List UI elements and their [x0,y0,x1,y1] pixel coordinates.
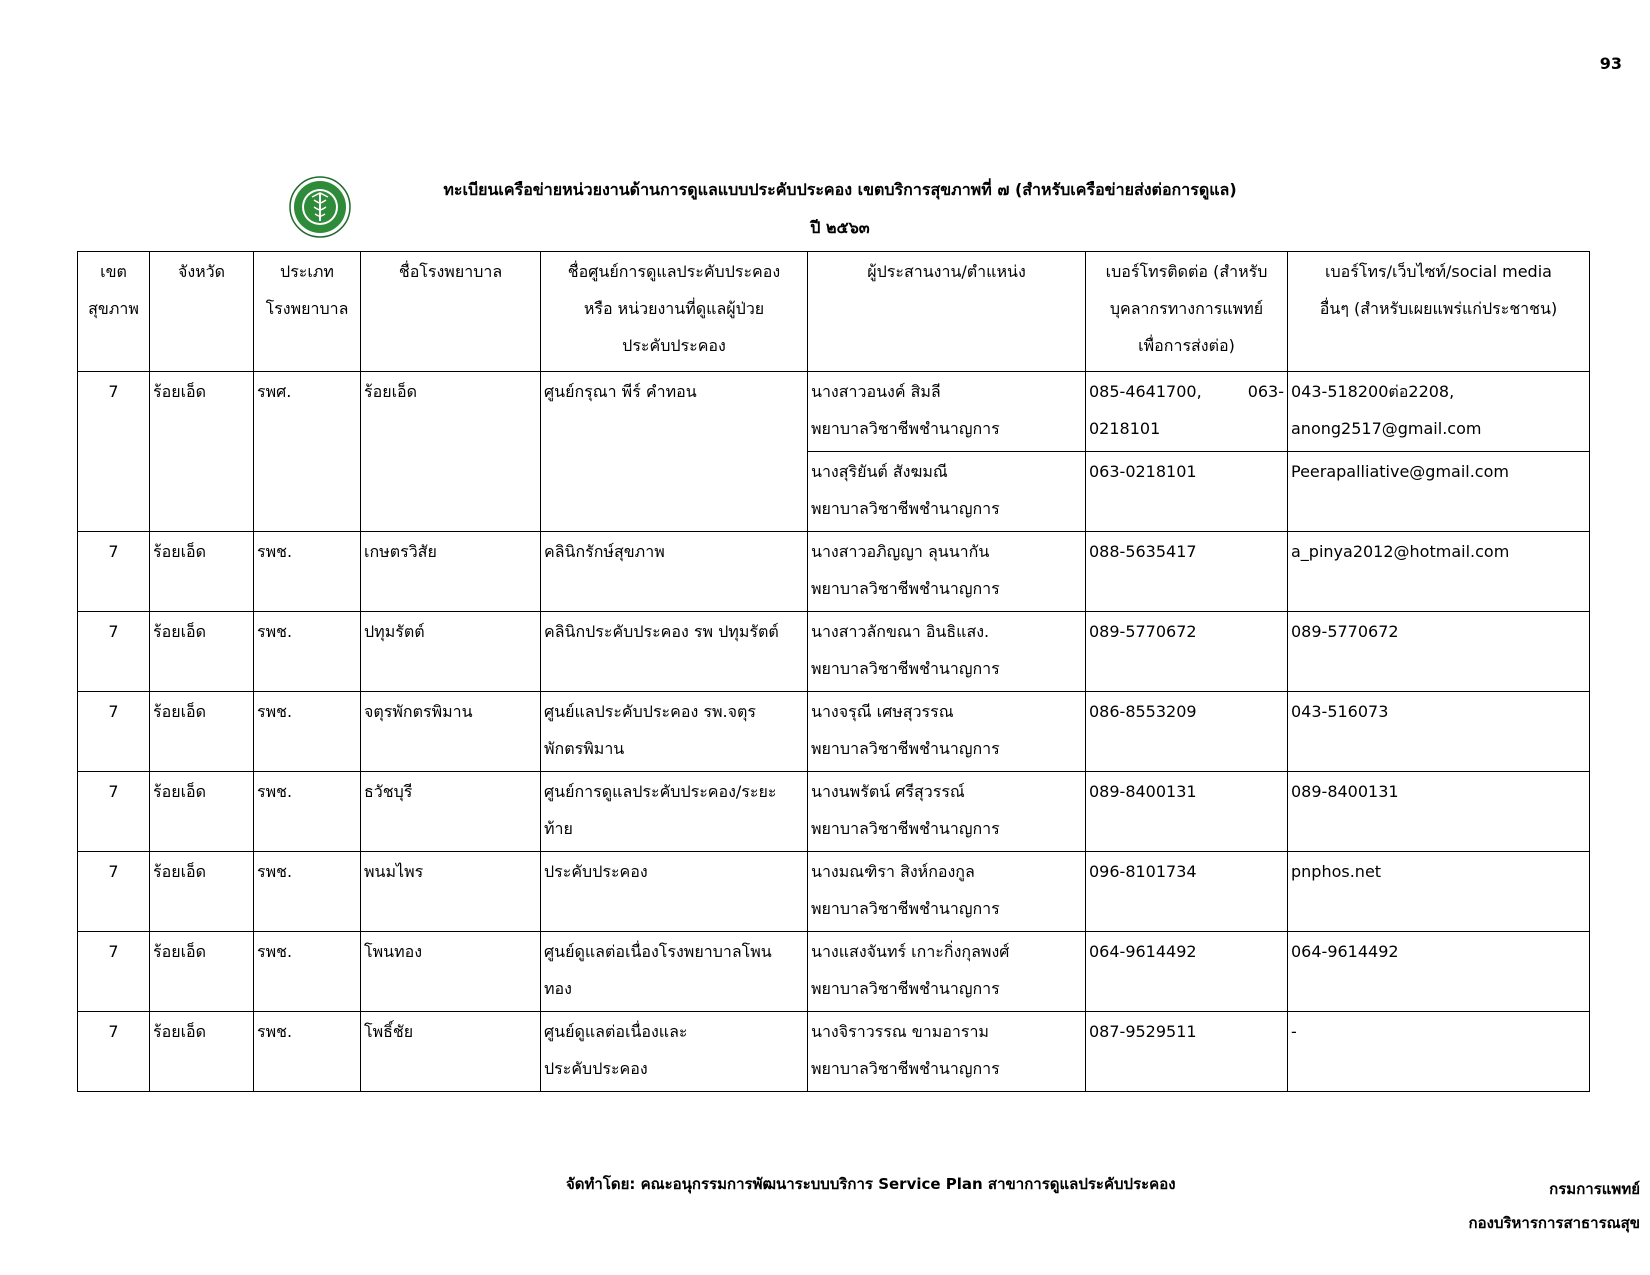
footer-department [1469,1172,1640,1240]
province-cell: ร้อยเอ็ด [150,772,254,852]
hospital-name-cell: จตุรพักตรพิมาน [361,692,541,772]
hospital-type-cell: รพศ. [254,372,361,532]
hospital-type-cell: รพช. [254,532,361,612]
hospital-name-cell: เกษตรวิสัย [361,532,541,612]
contact-phone-cell: 096-8101734 [1086,852,1288,932]
public-contact-cell: pnphos.net [1288,852,1590,932]
coordinator-cell: นางสาวอภิญญา ลุนนากัน พยาบาลวิชาชีพชำนาญการ [808,532,1086,612]
public-contact-cell: 089-8400131 [1288,772,1590,852]
hospital-type-cell: รพช. [254,852,361,932]
hospital-type-cell: รพช. [254,612,361,692]
province-cell: ร้อยเอ็ด [150,1012,254,1092]
public-contact-cell: - [1288,1012,1590,1092]
footer-credit: จัดทำโดย: คณะอนุกรรมการพัฒนาระบบบริการ Service Plan สาขาการดูแลประคับประคอง [566,1175,1176,1193]
region-cell: 7 [78,852,150,932]
table-header-row [78,252,1590,372]
center-name-cell: ศูนย์แลประคับประคอง รพ.จตุร พักตรพิมาน [541,692,808,772]
hospital-name-cell: พนมไพร [361,852,541,932]
header-region: เขต สุขภาพ [78,252,150,372]
hospital-name-cell: โพนทอง [361,932,541,1012]
palliative-network-table [77,251,1590,1092]
contact-phone-cell: 063-0218101 [1086,452,1288,532]
province-cell: ร้อยเอ็ด [150,612,254,692]
header-center-name: ชื่อศูนย์การดูแลประคับประคอง หรือ หน่วยงานที่ดูแลผู้ป่วย ประคับประคอง [541,252,808,372]
table-row [78,372,1590,452]
public-contact-cell: a_pinya2012@hotmail.com [1288,532,1590,612]
table-row [78,1012,1590,1092]
contact-phone-cell: 088-5635417 [1086,532,1288,612]
coordinator-cell: นางสาวลักขณา อินธิแสง. พยาบาลวิชาชีพชำนาญการ [808,612,1086,692]
region-cell: 7 [78,1012,150,1092]
hospital-type-cell: รพช. [254,772,361,852]
footer-division-name: กองบริหารการสาธารณสุข [1468,1214,1640,1232]
contact-phone-cell: 087-9529511 [1086,1012,1288,1092]
public-contact-cell: Peerapalliative@gmail.com [1288,452,1590,532]
coordinator-cell: นางสาวอนงค์ สิมลี พยาบาลวิชาชีพชำนาญการ [808,372,1086,452]
header-province: จังหวัด [150,252,254,372]
contact-phone-cell: 064-9614492 [1086,932,1288,1012]
province-cell: ร้อยเอ็ด [150,372,254,532]
contact-phone-cell: 089-8400131 [1086,772,1288,852]
region-cell: 7 [78,372,150,532]
center-name-cell: ประคับประคอง [541,852,808,932]
hospital-type-cell: รพช. [254,932,361,1012]
table-row [78,772,1590,852]
province-cell: ร้อยเอ็ด [150,532,254,612]
hospital-type-cell: รพช. [254,692,361,772]
hospital-type-cell: รพช. [254,1012,361,1092]
header-contact-phone: เบอร์โทรติดต่อ (สำหรับ บุคลากรทางการแพทย์ เพื่อการส่งต่อ) [1086,252,1288,372]
public-contact-cell: 043-516073 [1288,692,1590,772]
public-contact-cell: 064-9614492 [1288,932,1590,1012]
contact-phone-cell: 089-5770672 [1086,612,1288,692]
coordinator-cell: นางนพรัตน์ ศรีสุวรรณ์ พยาบาลวิชาชีพชำนาญการ [808,772,1086,852]
region-cell: 7 [78,932,150,1012]
center-name-cell: คลินิกประคับประคอง รพ ปทุมรัตต์ [541,612,808,692]
center-name-cell: ศูนย์ดูแลต่อเนื่องโรงพยาบาลโพน ทอง [541,932,808,1012]
table-row [78,612,1590,692]
contact-phone-cell: 086-8553209 [1086,692,1288,772]
table-row [78,852,1590,932]
header-hospital-type: ประเภท โรงพยาบาล [254,252,361,372]
coordinator-cell: นางมณฑิรา สิงห์กองกูล พยาบาลวิชาชีพชำนาญการ [808,852,1086,932]
document-title: ทะเบียนเครือข่ายหน่วยงานด้านการดูแลแบบประคับประคอง เขตบริการสุขภาพที่ ๗ (สำหรับเครือข่ายส่งต่อการดูแล) [443,180,1237,199]
contact-phone-cell: 085-4641700, 063- 0218101 [1086,372,1288,452]
province-cell: ร้อยเอ็ด [150,932,254,1012]
ministry-seal-logo [289,176,351,238]
hospital-name-cell: ปทุมรัตต์ [361,612,541,692]
header-public-contact: เบอร์โทร/เว็บไซท์/social media อื่นๆ (สำหรับเผยแพร่แก่ประชาชน) [1288,252,1590,372]
coordinator-cell: นางจรุณี เศษสุวรรณ พยาบาลวิชาชีพชำนาญการ [808,692,1086,772]
ministry-seal-icon [289,176,351,238]
header-hospital-name: ชื่อโรงพยาบาล [361,252,541,372]
footer-department-name: กรมการแพทย์ [1549,1180,1640,1198]
center-name-cell: คลินิกรักษ์สุขภาพ [541,532,808,612]
center-name-cell: ศูนย์ดูแลต่อเนื่องและ ประคับประคอง [541,1012,808,1092]
region-cell: 7 [78,612,150,692]
document-year: ปี ๒๕๖๓ [810,218,870,237]
hospital-name-cell: ร้อยเอ็ด [361,372,541,532]
coordinator-cell: นางสุริยันต์ สังฆมณี พยาบาลวิชาชีพชำนาญการ [808,452,1086,532]
coordinator-cell: นางแสงจันทร์ เกาะกิ่งกุลพงศ์ พยาบาลวิชาชีพชำนาญการ [808,932,1086,1012]
public-contact-cell: 043-518200ต่อ2208, anong2517@gmail.com [1288,372,1590,452]
page-number: 93 [1599,54,1622,73]
center-name-cell: ศูนย์การดูแลประคับประคอง/ระยะ ท้าย [541,772,808,852]
center-name-cell: ศูนย์กรุณา พีร์ คำทอน [541,372,808,532]
region-cell: 7 [78,692,150,772]
table-row [78,932,1590,1012]
public-contact-cell: 089-5770672 [1288,612,1590,692]
region-cell: 7 [78,772,150,852]
header-coordinator: ผู้ประสานงาน/ตำแหน่ง [808,252,1086,372]
table-row [78,532,1590,612]
region-cell: 7 [78,532,150,612]
hospital-name-cell: ธวัชบุรี [361,772,541,852]
province-cell: ร้อยเอ็ด [150,852,254,932]
table-row [78,692,1590,772]
province-cell: ร้อยเอ็ด [150,692,254,772]
hospital-name-cell: โพธิ์ชัย [361,1012,541,1092]
coordinator-cell: นางจิราวรรณ ขามอาราม พยาบาลวิชาชีพชำนาญการ [808,1012,1086,1092]
